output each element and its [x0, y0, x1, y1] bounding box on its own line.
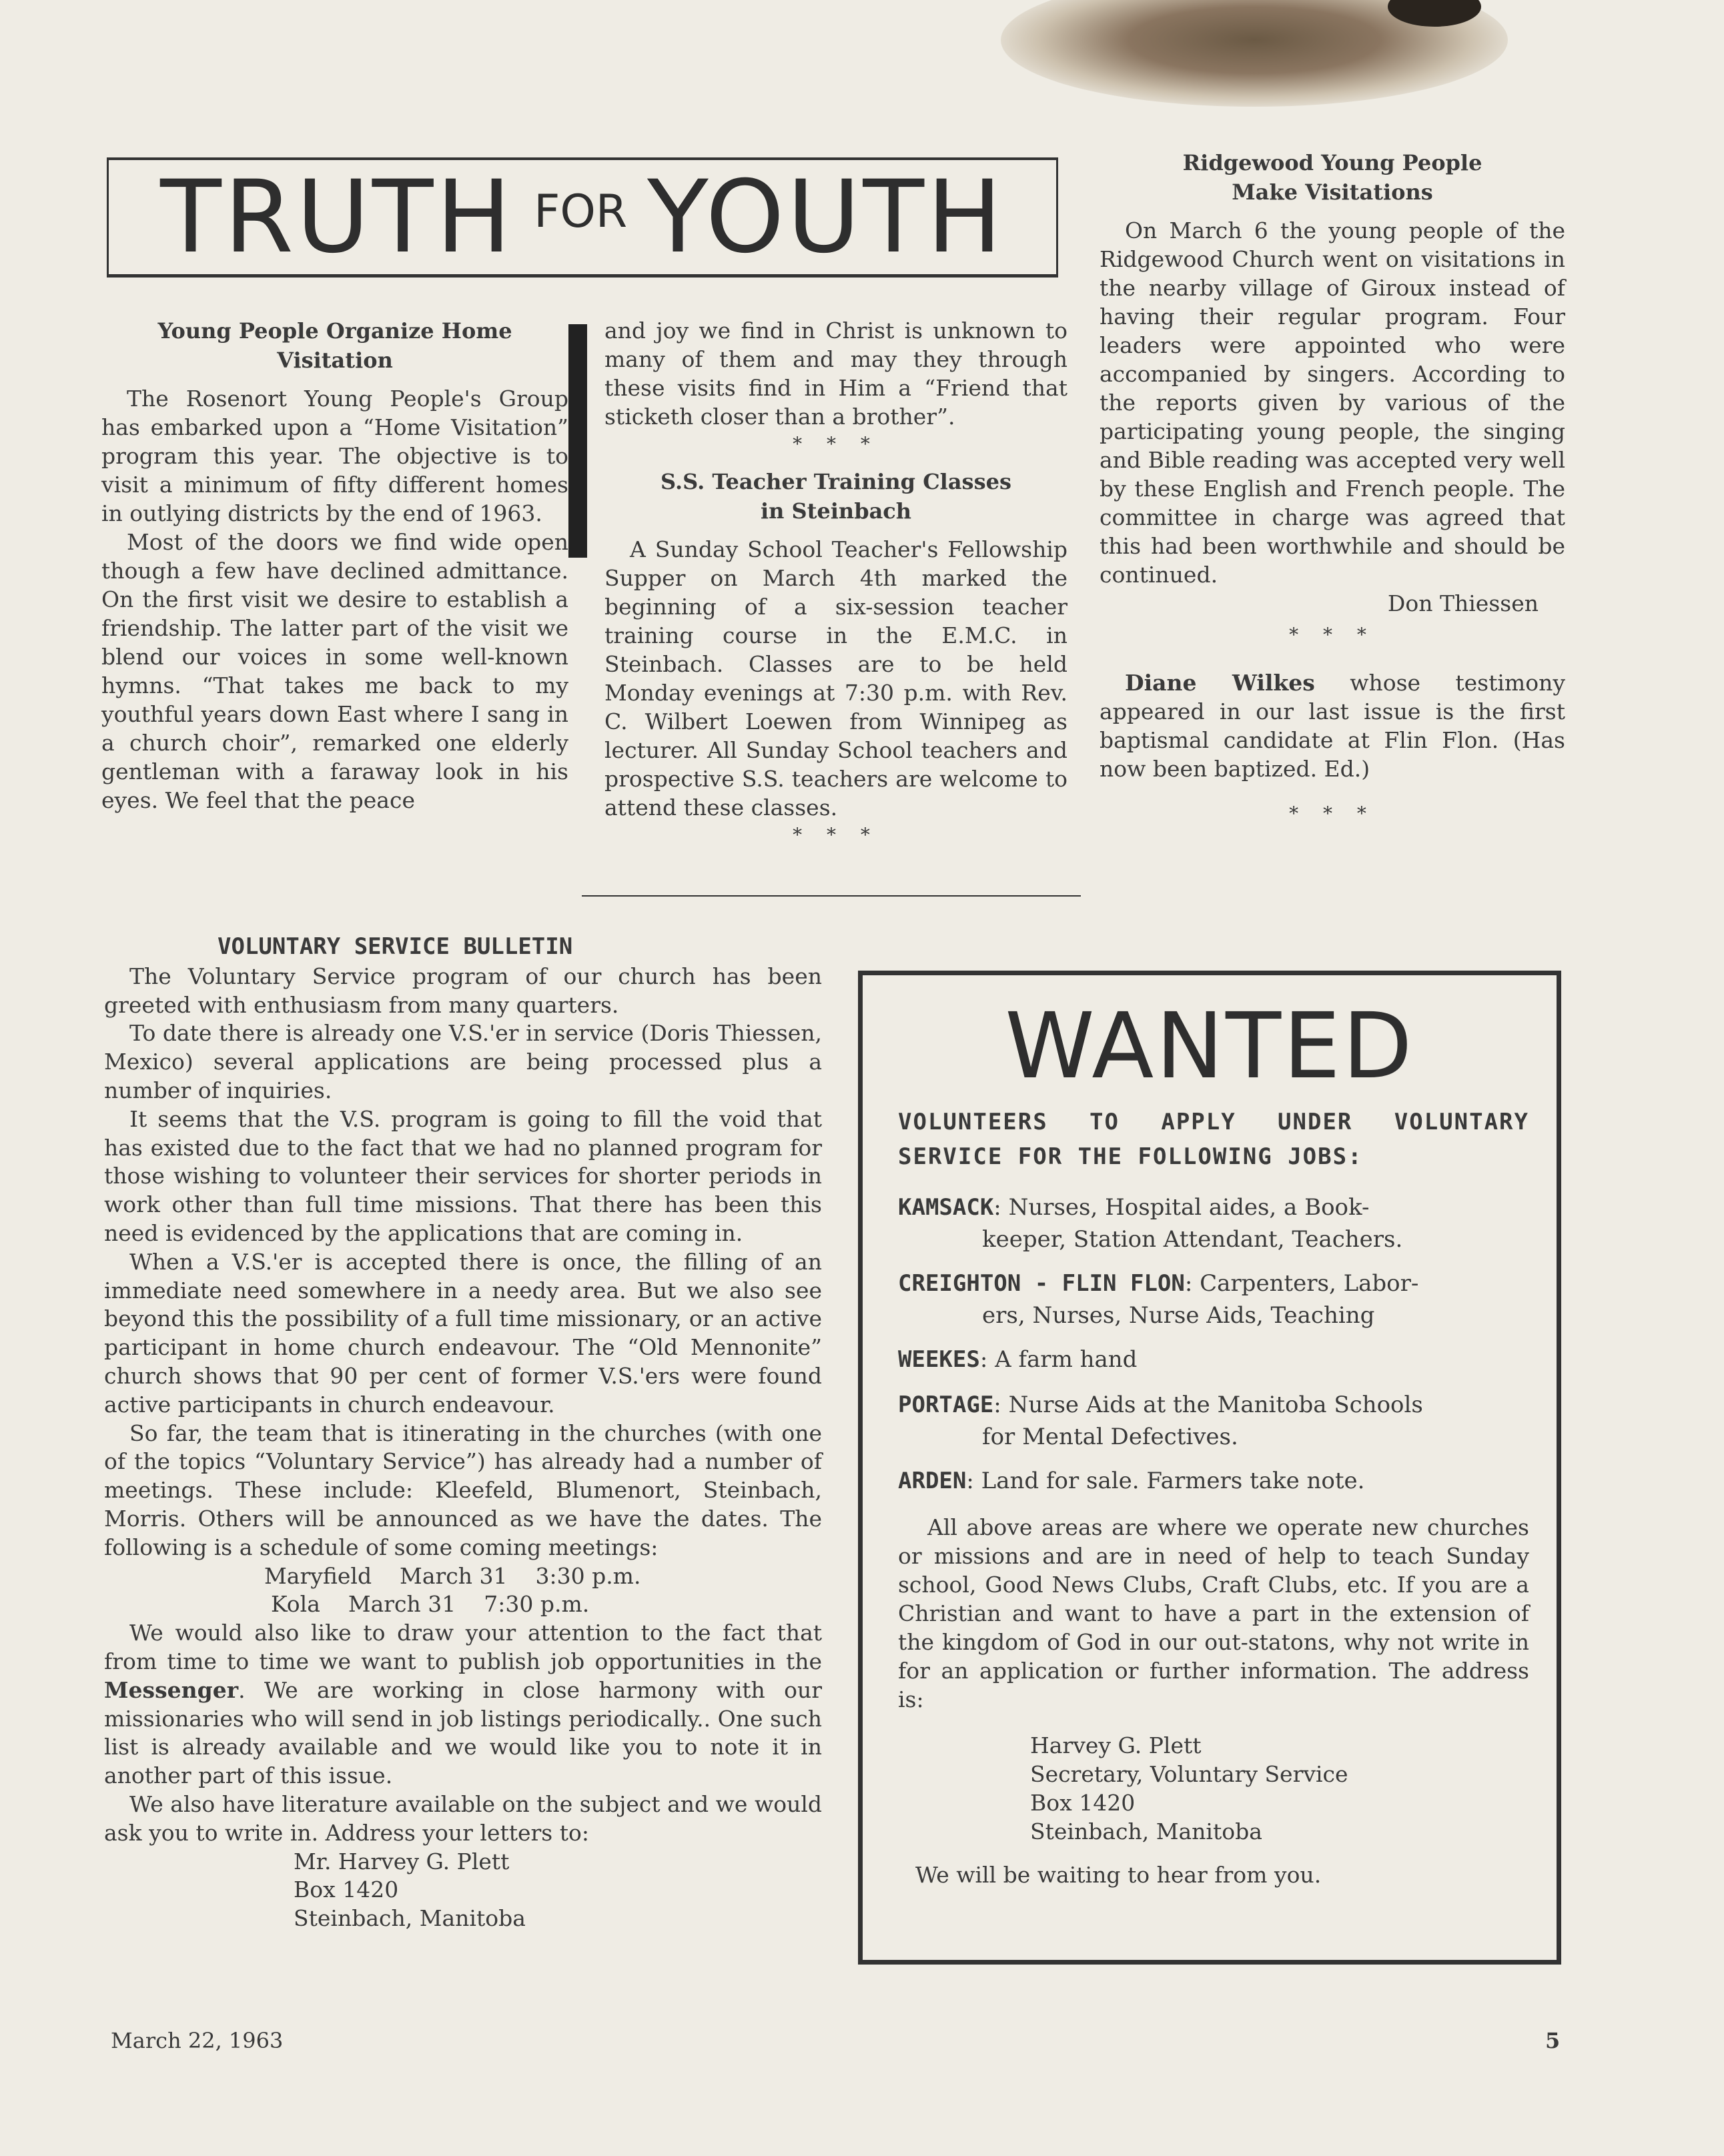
separator-stars: * * *: [1289, 624, 1376, 646]
wanted-heading: WANTED: [1005, 994, 1414, 1099]
job-desc: Nurse Aids at the Manitoba Schools: [1008, 1392, 1423, 1418]
job-listing: CREIGHTON - FLIN FLON: Carpenters, Labor- ers, Nurses, Nurse Aids, Teaching: [898, 1267, 1529, 1331]
job-desc: ers, Nurses, Nurse Aids, Teaching: [982, 1302, 1375, 1329]
paragraph: [1100, 668, 1565, 783]
job-desc: for Mental Defectives.: [982, 1424, 1238, 1450]
address-line: Secretary, Voluntary Service: [1030, 1761, 1348, 1787]
job-listing: ARDEN: Land for sale. Farmers take note.: [898, 1468, 1365, 1494]
masthead-word-for: FOR: [534, 185, 628, 238]
footer-date: March 22, 1963: [111, 2028, 284, 2053]
address-line: Harvey G. Plett: [1030, 1732, 1202, 1758]
text: We would also like to draw your attention to the fact that from time to time we want to publish job opportunities in the: [104, 1620, 822, 1674]
title-line: Make Visitations: [1232, 179, 1433, 205]
paragraph: [104, 1619, 822, 1790]
wanted-body: All above areas are where we operate new churches or missions and are in need of help to teach Sunday school, Good News Clubs, Craft Clubs, etc. If you are a Christian and want to have a part in the extension of the kingdom of God in our out-statons, why not write in for an application or further information. The address is:: [898, 1514, 1529, 1712]
title-line: in Steinbach: [760, 498, 912, 524]
job-place: PORTAGE: [898, 1392, 994, 1418]
separator-stars: * * *: [793, 433, 879, 455]
job-desc: A farm hand: [995, 1346, 1138, 1373]
job-listing: WEEKES: A farm hand: [898, 1346, 1138, 1373]
page-number: 5: [1545, 2028, 1561, 2053]
wanted-address: [898, 1731, 1529, 1846]
separator-stars: * * *: [1289, 802, 1376, 825]
job-listing: KAMSACK: Nurses, Hospital aides, a Book- keeper, Station Attendant, Teachers.: [898, 1191, 1529, 1255]
paragraph: To date there is already one V.S.'er in service (Doris Thiessen, Mexico) several applications are being processed plus a number of inquiries.: [104, 1020, 822, 1103]
paragraph: On March 6 the young people of the Ridgewood Church went on visitations in the nearby village of Giroux instead of having their regular program. Four leaders were appointed who were accompanied by singers. According to the reports given by various of the participating young people, the singing and Bible reading was accepted very well by these English and French people. The committee in charge was agreed that this had been worthwhile and should be continued.: [1100, 217, 1565, 588]
job-desc: keeper, Station Attendant, Teachers.: [982, 1226, 1403, 1253]
person-name: Diane Wilkes: [1125, 670, 1315, 696]
column-bar: [568, 324, 587, 558]
masthead: [107, 157, 1058, 278]
masthead-word-truth: TRUTH: [160, 159, 514, 276]
paragraph: When a V.S.'er is accepted there is once, the filling of an immediate need somewhere in a needy area. But we also see beyond this the possibility of a full time missionary, or an active participant in home church endeavour. The “Old Mennonite” church shows that 90 per cent of former V.S.'ers were found active participants in church endeavour.: [104, 1248, 822, 1418]
publication-name: Messenger: [104, 1676, 239, 1703]
column-right: [1100, 148, 1565, 827]
text: whose testimony appeared in our last issue is the first baptismal candidate at Flin Flon. (Has now been baptized. Ed.): [1100, 670, 1565, 782]
paragraph: A Sunday School Teacher's Fellowship Supper on March 4th marked the beginning of a six-session teacher training course in the E.M.C. in Steinbach. Classes are to be held Monday evenings at 7:30 p.m. with Rev. C. Wilbert Loewen from Winnipeg as lecturer. All Sunday School teachers and prospective S.S. teachers are welcome to attend these classes.: [604, 536, 1067, 821]
paragraph: The Voluntary Service program of our church has been greeted with enthusiasm from many quarters.: [104, 963, 822, 1018]
wanted-subheading: VOLUNTEERS TO APPLY UNDER VOLUNTARY SERVICE FOR THE FOLLOWING JOBS:: [898, 1109, 1529, 1170]
column-middle: [604, 316, 1067, 849]
title-line: Young People Organize Home: [157, 318, 512, 344]
title-line: S.S. Teacher Training Classes: [661, 469, 1011, 494]
article-ridgewood-title: [1100, 148, 1565, 207]
wanted-content: [898, 1105, 1529, 1890]
bulletin: [104, 933, 822, 1933]
article-home-visitation: [101, 316, 568, 815]
bulletin-title: VOLUNTARY SERVICE BULLETIN: [218, 933, 573, 960]
job-desc: Nurses, Hospital aides, a Book-: [1008, 1194, 1370, 1221]
paragraph: Most of the doors we find wide open though a few have declined admittance. On the first visit we desire to establish a friendship. The latter part of the visit we blend our voices in some well-known hymns. “That takes me back to my youthful years down East where I sang in a church choir”, remarked one elderly gentleman with a faraway look in his eyes. We feel that the peace: [101, 529, 568, 813]
job-place: WEEKES: [898, 1346, 980, 1373]
job-place: ARDEN: [898, 1468, 967, 1494]
job-listing: PORTAGE: Nurse Aids at the Manitoba Schools for Mental Defectives.: [898, 1389, 1529, 1453]
article-home-visitation-title: [101, 316, 568, 375]
meeting-line: Kola March 31 7:30 p.m.: [271, 1591, 590, 1618]
address-line: Steinbach, Manitoba: [294, 1905, 526, 1932]
address-line: Box 1420: [294, 1876, 399, 1903]
separator-stars: * * *: [793, 824, 879, 846]
signature: Don Thiessen: [1387, 590, 1539, 616]
job-place: CREIGHTON - FLIN FLON: [898, 1270, 1185, 1297]
job-desc: Land for sale. Farmers take note.: [981, 1468, 1365, 1494]
title-line: Ridgewood Young People: [1182, 150, 1482, 175]
address-line: Steinbach, Manitoba: [1030, 1818, 1262, 1844]
masthead-word-youth: YOUTH: [647, 159, 1005, 276]
title-line: Visitation: [277, 348, 393, 373]
paragraph: The Rosenort Young People's Group has embarked upon a “Home Visitation” program this year. The objective is to visit a minimum of fifty different homes in outlying districts by the end of 1963.: [101, 386, 568, 526]
paragraph: So far, the team that is itinerating in the churches (with one of the topics “Voluntary Service”) has already had a number of meetings. These include: Kleefeld, Blumenort, Steinbach, Morris. Others will be announced as we have the dates. The following is a schedule of some coming meetings:: [104, 1420, 822, 1560]
article-ss-teacher-title: [604, 467, 1067, 526]
horizontal-rule: [582, 895, 1081, 897]
paragraph: It seems that the V.S. program is going to fill the void that has existed due to the fact that we had no planned program for those wishing to volunteer their services for shorter periods in work other than full time missions. That there has been this need is evidenced by the applications that are coming in.: [104, 1105, 822, 1246]
wanted-closing: We will be waiting to hear from you.: [915, 1862, 1322, 1888]
paragraph: and joy we find in Christ is unknown to many of them and may they through these visits find in Him a “Friend that sticketh closer than a brother”.: [604, 318, 1067, 430]
meeting-line: Maryfield March 31 3:30 p.m.: [264, 1562, 641, 1589]
address-line: Box 1420: [1030, 1790, 1136, 1816]
address-line: Mr. Harvey G. Plett: [294, 1848, 510, 1874]
text: . We are working in close harmony with our missionaries who will send in job listings periodically.. One such list is already available and we would like you to note it in another part of this issue.: [104, 1676, 822, 1789]
job-place: KAMSACK: [898, 1194, 994, 1221]
job-desc: Carpenters, Labor-: [1200, 1270, 1419, 1297]
paragraph: We also have literature available on the subject and we would ask you to write in. Address your letters to:: [104, 1790, 822, 1846]
